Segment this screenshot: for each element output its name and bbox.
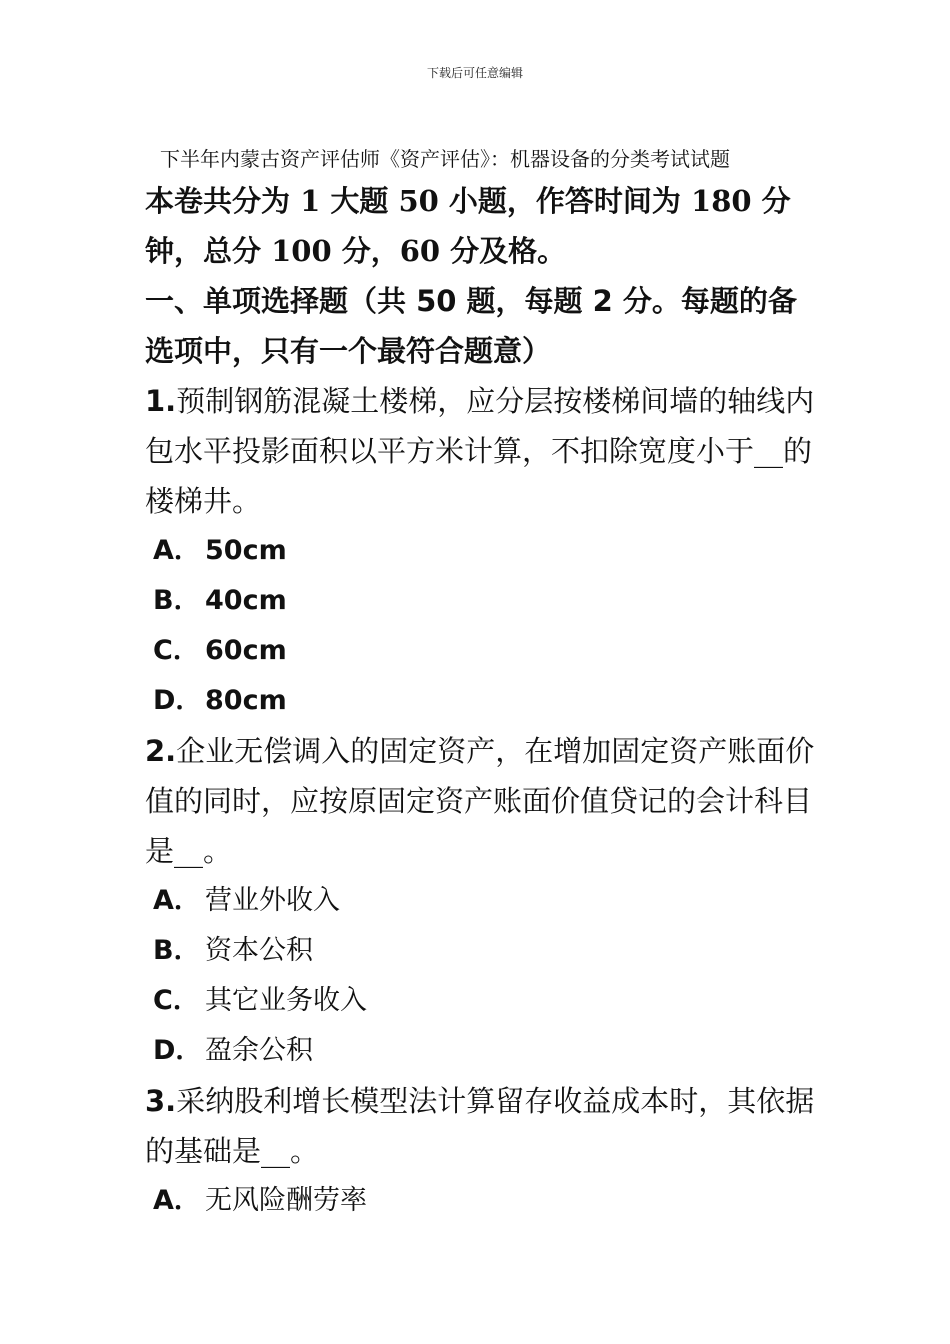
option-d [145, 1026, 815, 1076]
option-text: 营业外收入 [205, 885, 340, 916]
option-a [145, 526, 815, 576]
question-number: 3. [145, 1084, 177, 1118]
question-number: 2. [145, 734, 177, 768]
option-label: C． [153, 635, 200, 666]
option-text: 40cm [205, 585, 287, 616]
question-stem [145, 726, 815, 876]
document-body [145, 176, 815, 1226]
option-text: 50cm [205, 535, 287, 566]
question-number: 1. [145, 384, 177, 418]
option-c [145, 626, 815, 676]
option-text: 60cm [205, 635, 287, 666]
question-text: 采纳股利增长模型法计算留存收益成本时，其依据的基础是__。 [145, 1084, 815, 1168]
option-text: 盈余公积 [205, 1035, 313, 1066]
option-text: 资本公积 [205, 935, 313, 966]
option-label: D． [153, 685, 203, 716]
option-a [145, 1176, 815, 1226]
option-d [145, 676, 815, 726]
option-a [145, 876, 815, 926]
exam-intro: 本卷共分为 1 大题 50 小题，作答时间为 180 分钟，总分 100 分，60 分及格。 [145, 184, 791, 268]
option-label: D． [153, 1035, 203, 1066]
question-text: 预制钢筋混凝土楼梯，应分层按楼梯间墙的轴线内包水平投影面积以平方米计算，不扣除宽度小于__的楼梯井。 [145, 384, 815, 518]
question-2 [145, 726, 815, 1076]
option-label: A． [153, 535, 201, 566]
option-label: B． [153, 585, 201, 616]
question-text: 企业无偿调入的固定资产，在增加固定资产账面价值的同时，应按原固定资产账面价值贷记的会计科目是__。 [145, 734, 815, 868]
question-stem [145, 1076, 815, 1176]
option-label: A． [153, 1185, 201, 1216]
question-1 [145, 376, 815, 726]
option-c [145, 976, 815, 1026]
document-title: 下半年内蒙古资产评估师《资产评估》：机器设备的分类考试试题 [160, 147, 730, 171]
option-text: 80cm [205, 685, 287, 716]
option-text: 无风险酬劳率 [205, 1185, 367, 1216]
section-heading: 一、单项选择题（共 50 题，每题 2 分。每题的备选项中，只有一个最符合题意） [145, 284, 797, 368]
question-3 [145, 1076, 815, 1226]
option-b [145, 576, 815, 626]
option-label: B． [153, 935, 201, 966]
option-text: 其它业务收入 [205, 985, 367, 1016]
option-label: C． [153, 985, 200, 1016]
option-label: A． [153, 885, 201, 916]
header-note: 下载后可任意编辑 [426, 66, 523, 80]
question-stem [145, 376, 815, 526]
option-b [145, 926, 815, 976]
